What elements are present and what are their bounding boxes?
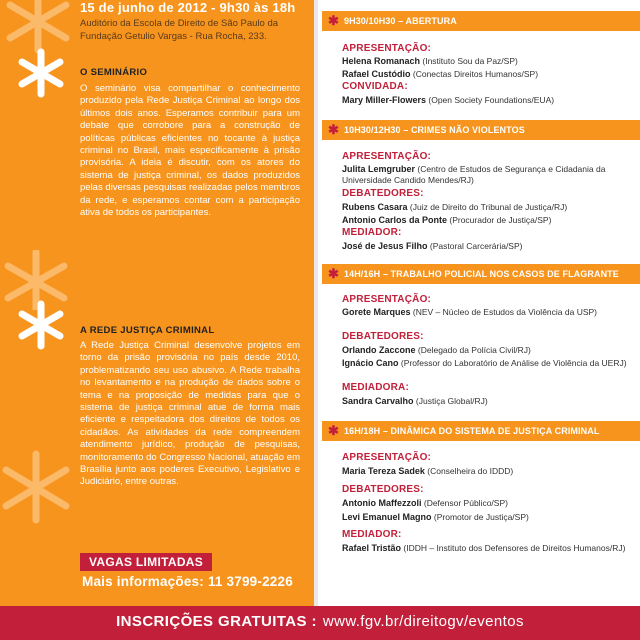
- role-label: APRESENTAÇÃO:: [342, 452, 432, 463]
- session-bar: [322, 421, 640, 441]
- role-label: APRESENTAÇÃO:: [342, 151, 432, 162]
- session-bar: [322, 120, 640, 140]
- participant: Antonio Carlos da Ponte (Procurador de Justiça/SP): [342, 215, 552, 225]
- participant: Helena Romanach (Instituto Sou da Paz/SP): [342, 56, 518, 66]
- vagas-badge: VAGAS LIMITADAS: [80, 553, 212, 571]
- session-time-title: 14H/16H – TRABALHO POLICIAL NOS CASOS DE FLAGRANTE: [344, 269, 619, 279]
- session-bar: [322, 11, 640, 31]
- asterisk-icon: ✱: [328, 266, 339, 281]
- phone-number[interactable]: 11 3799-2226: [207, 574, 293, 589]
- seminario-text: O seminário visa compartilhar o conhecimento produzido pela Rede Justiça Criminal ao longo dos últimos dois anos. Esperamos contribuir para um debate que corrobore para a construção de políticas públicas eficientes no tocante à justiça criminal no Brasil, mais especificamente à prisão provisória. A ideia é discutir, com os atores do sistema de justiça criminal, os dados produzidos pelas diversas pesquisas realizadas pelos membros da rede, e esperamos contar com a participação ativa de todos os participantes.: [80, 83, 300, 219]
- rede-title: A REDE JUSTIÇA CRIMINAL: [80, 325, 215, 336]
- participant: Rafael Tristão (IDDH – Instituto dos Defensores de Direitos Humanos/RJ): [342, 543, 626, 553]
- asterisk-icon: ✱: [328, 13, 339, 28]
- asterisk-icon: [16, 300, 66, 350]
- session-time-title: 16H/18H – DINÂMICA DO SISTEMA DE JUSTIÇA CRIMINAL: [344, 426, 600, 436]
- role-label: APRESENTAÇÃO:: [342, 43, 432, 54]
- role-label: DEBATEDORES:: [342, 188, 424, 199]
- asterisk-deco-icon: [0, 450, 72, 530]
- participant: Gorete Marques (NEV – Núcleo de Estudos da Violência da USP): [342, 307, 598, 317]
- participant: José de Jesus Filho (Pastoral Carcerária/SP): [342, 241, 523, 251]
- asterisk-icon: [16, 48, 66, 98]
- session-time-title: 10H30/12H30 – CRIMES NÃO VIOLENTOS: [344, 125, 525, 135]
- asterisk-icon: ✱: [328, 423, 339, 438]
- role-label: APRESENTAÇÃO:: [342, 294, 432, 305]
- more-info: [82, 574, 293, 589]
- participant: Orlando Zaccone (Delegado da Polícia Civil/RJ): [342, 345, 531, 355]
- rede-text: A Rede Justiça Criminal desenvolve projetos em torno da prisão provisória no país desde 2010, problematizando seu uso abusivo. A Rede trabalha no levantamento e na produção de dados sobre o tema e na proposição de medidas para que o sistema de justiça criminal atue de forma mais eficiente e respeitadora dos direitos de todos os cidadãos. As atividades da rede compreendem atendimento jurídico, produção de pesquisas, monitoramento do Congresso Nacional, atuação em Brasília junto aos poderes Executivo, Legislativo e Judiciário, entre outras.: [80, 340, 300, 488]
- participant: Mary Miller-Flowers (Open Society Foundations/EUA): [342, 95, 555, 105]
- role-label: CONVIDADA:: [342, 81, 408, 92]
- seminario-title: O SEMINÁRIO: [80, 67, 148, 78]
- role-label: MEDIADOR:: [342, 529, 402, 540]
- registration-label: INSCRIÇÕES GRATUITAS :: [116, 613, 317, 630]
- program-column: [314, 0, 640, 606]
- participant: Antonio Maffezzoli (Defensor Público/SP): [342, 498, 508, 508]
- participant: Rubens Casara (Juiz de Direito do Tribunal de Justiça/RJ): [342, 202, 568, 212]
- left-column: [0, 0, 310, 606]
- participant: Sandra Carvalho (Justiça Global/RJ): [342, 396, 488, 406]
- role-label: DEBATEDORES:: [342, 484, 424, 495]
- session-bar: [322, 264, 640, 284]
- role-label: MEDIADOR:: [342, 227, 402, 238]
- role-label: MEDIADORA:: [342, 382, 409, 393]
- session-time-title: 9H30/10H30 – ABERTURA: [344, 16, 457, 26]
- event-date: 15 de junho de 2012 - 9h30 às 18h: [80, 0, 296, 15]
- registration-banner: [0, 606, 640, 640]
- registration-link[interactable]: www.fgv.br/direitogv/eventos: [322, 613, 524, 630]
- participant: Julita Lemgruber (Centro de Estudos de Segurança e Cidadania da Universidade Candido Mendes/RJ): [342, 164, 606, 185]
- participant: Rafael Custódio (Conectas Direitos Humanos/SP): [342, 69, 539, 79]
- asterisk-icon: ✱: [328, 122, 339, 137]
- role-label: DEBATEDORES:: [342, 331, 424, 342]
- event-venue: Auditório da Escola de Direito de São Paulo da Fundação Getulio Vargas - Rua Rocha, 233.: [80, 18, 279, 42]
- participant: Levi Emanuel Magno (Promotor de Justiça/SP): [342, 512, 529, 522]
- more-info-label: Mais informações:: [82, 574, 204, 589]
- participant: Ignácio Cano (Professor do Laboratório de Análise de Violência da UERJ): [342, 358, 627, 368]
- participant: Maria Tereza Sadek (Conselheira do IDDD): [342, 466, 514, 476]
